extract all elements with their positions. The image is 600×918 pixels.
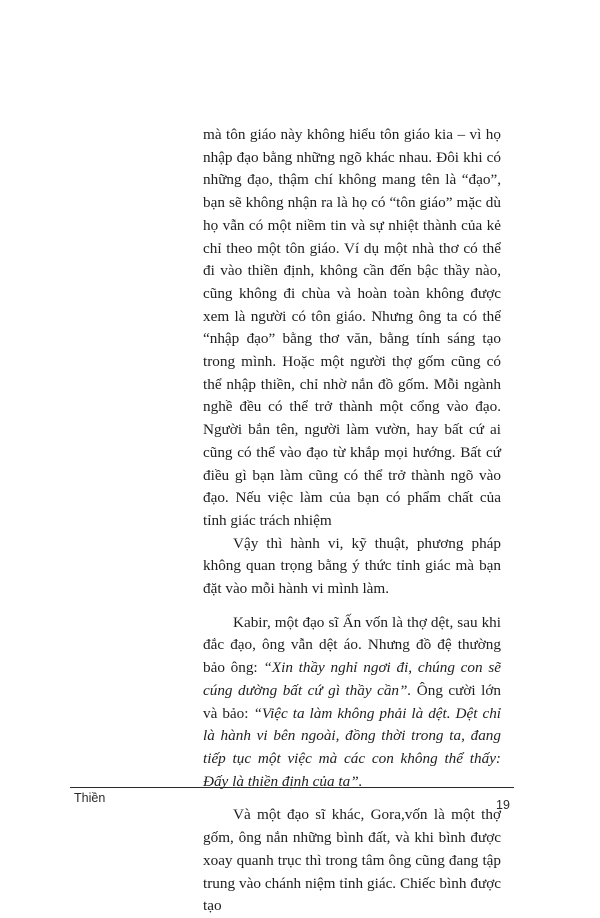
paragraph-3-intro: Kabir, một đạo sĩ Ấn vốn là thợ dệt, sau khi đắc đạo, ông vẫn dệt áo. Nhưng đồ đệ thường bảo ông: (203, 613, 501, 677)
paragraph-3 (203, 612, 501, 794)
footer-divider (70, 787, 514, 788)
disciples-quote: “Xin thầy nghỉ ngơi đi, chúng con sẽ cúng dường bất cứ gì thầy cần”. (203, 659, 501, 699)
paragraph-1: mà tôn giáo này không hiểu tôn giáo kia – vì họ nhập đạo bằng những ngõ khác nhau. Đôi khi có những đạo, thậm chí không mang tên là “đạo”, bạn sẽ không nhận ra là họ có “tôn giáo” mặc dù họ vẫn có một niềm tin và sự nhiệt thành của kẻ chỉ theo một tôn giáo. Ví dụ một nhà thơ có thể đi vào thiền định, không cần đến bậc thầy nào, cũng không đi chùa và hoàn toàn không được xem là người có tôn giáo. Nhưng ông ta có thể “nhập đạo” bằng thơ văn, bằng tính sáng tạo trong mình. Hoặc một người thợ gốm cũng có thể nhập thiền, chỉ nhờ nắn đồ gốm. Mỗi ngành nghề đều có thể trở thành một cổng vào đạo. Người bắn tên, người làm vườn, hay bất cứ ai cũng có thể vào đạo từ khắp mọi hướng. Bất cứ điều gì bạn làm cũng có thể trở thành ngõ vào đạo. Nếu việc làm của bạn có phẩm chất của tỉnh giác trách nhiệm (203, 126, 501, 529)
paragraph-2: Vậy thì hành vi, kỹ thuật, phương pháp không quan trọng bằng ý thức tỉnh giác mà bạn đặt vào mỗi hành vi mình làm. (203, 534, 501, 598)
paragraph-3-middle: Ông cười lớn và bảo: (203, 681, 501, 722)
paragraph-4: Và một đạo sĩ khác, Gora,vốn là một thợ gốm, ông nắn những bình đất, và khi bình được xoay quanh trục thì trong tâm ông cũng đang tập trung vào chánh niệm tỉnh giác. Chiếc bình được tạo (203, 806, 501, 915)
kabir-quote: “Việc ta làm không phải là dệt. Dệt chỉ là hành vi bên ngoài, đồng thời trong ta, đang tiếp tục một việc mà các con không thể thấy: Đấy là thiền định của ta”. (203, 704, 502, 790)
body-text (203, 124, 501, 918)
page-number: 19 (496, 798, 510, 812)
running-footer-title: Thiền (74, 791, 106, 805)
